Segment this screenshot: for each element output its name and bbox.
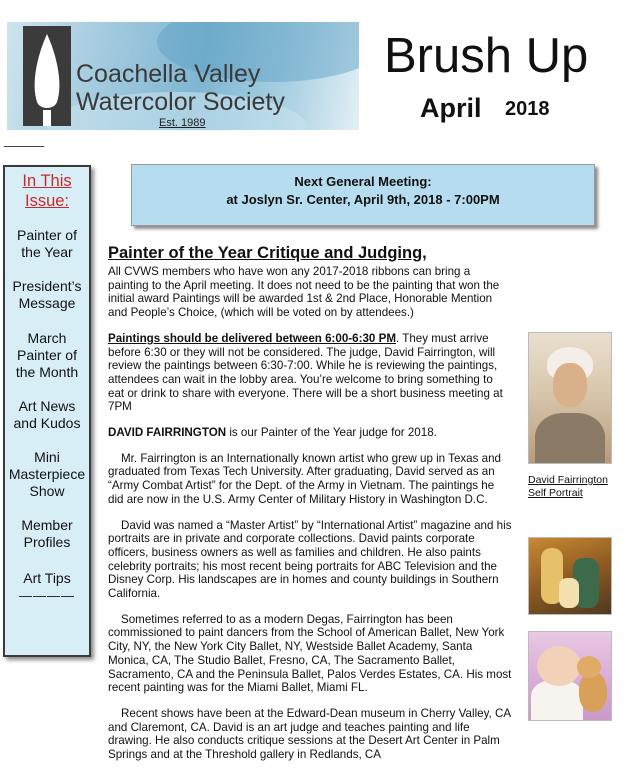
baby-with-bear-painting-image <box>528 631 612 721</box>
sidebar-heading[interactable]: In This Issue: <box>22 172 72 210</box>
newsletter-title: Brush Up <box>384 29 589 83</box>
sidebar-item-painter-of-the-year[interactable]: Painter of the Year <box>17 227 77 260</box>
self-portrait-image <box>528 332 612 464</box>
divider <box>4 146 44 147</box>
paintbrush-tip-icon <box>23 26 71 126</box>
article-paragraph: Mr. Fairrington is an Internationally known artist who grew up in Texas and graduated from Texas Tech University. After graduating, David served as an “Army Combat Artist” for the Dept. of the Army in Vietnam. The paintings he did are now in the U.S. Army Center of Military History in Washington D.C. <box>108 451 501 506</box>
article-paragraph: DAVID FAIRRINGTON is our Painter of the Year judge for 2018. <box>108 426 437 440</box>
sidebar-item-presidents-message[interactable]: President’s Message <box>12 278 82 311</box>
article-paragraph: Sometimes referred to as a modern Degas, Fairrington has been commissioned to paint dancers from the School of American Ballet, New York City, NY, the New York City Ballet, NY, Westside Ballet Academy, Santa Monica, CA, The Studio Ballet, Fresno, CA, The Sacramento Ballet, Sacramento, CA and the Peninsula Ballet, Palos Verdes Estates, CA. His most recent painting was for the Miami Ballet, Miami FL. <box>108 612 512 695</box>
delivery-time-emphasis: Paintings should be delivered between 6:00-6:30 PM <box>108 331 396 345</box>
meeting-details: at Joslyn Sr. Center, April 9th, 2018 - 7:00PM <box>226 192 500 207</box>
article-paragraph: David was named a “Master Artist” by “International Artist” magazine and his portraits are in private and corporate collections. David paints corporate officers, business owners as well as families and children. He also paints celebrity portraits; his most recent being portraits for ABC Television and the Disney Corp. His landscapes are in homes and county buildings in Southern California. <box>108 518 512 601</box>
established-date: Est. 1989 <box>159 117 206 129</box>
issue-month: April <box>420 93 482 123</box>
in-this-issue-sidebar <box>3 165 91 657</box>
next-meeting-box <box>131 164 595 226</box>
sidebar-item-mini-masterpiece[interactable]: Mini Masterpiece Show <box>8 449 86 499</box>
article-paragraph: Recent shows have been at the Edward-Dean museum in Cherry Valley, CA and Claremont, CA. David is an art judge and teaches painting and life drawing. He also conducts critique sessions at the Desert Art Center in Palm Springs and at the Threshold gallery in Redlands, CA <box>108 706 511 762</box>
article <box>108 244 512 774</box>
military-painting-image <box>528 537 612 615</box>
sidebar-dashes: ———— <box>19 588 75 603</box>
org-name-line1: Coachella Valley <box>76 60 261 88</box>
org-name-line2: Watercolor Society <box>76 88 285 116</box>
sidebar-item-march-painter[interactable]: March Painter of the Month <box>15 330 79 380</box>
article-heading: Painter of the Year Critique and Judging, <box>108 244 427 262</box>
article-paragraph: Paintings should be delivered between 6:00-6:30 PM. They must arrive before 6:30 or they will not be considered. The judge, David Fairrington, will review the paintings between 6:30-7:00. While he is reviewing the paintings, attendees can wait in the lobby area. You’re welcome to bring something to eat or drink to share with everyone. There will be a short business meeting at 7PM <box>108 331 503 414</box>
sidebar-item-member-profiles[interactable]: Member Profiles <box>21 517 73 550</box>
issue-year: 2018 <box>505 98 550 120</box>
meeting-heading: Next General Meeting: <box>294 174 432 189</box>
portrait-caption: David Fairrington Self Portrait <box>528 474 608 499</box>
header-banner <box>7 22 359 130</box>
article-paragraph: All CVWS members who have won any 2017-2018 ribbons can bring a painting to the April meeting. It does not need to be the painting that won the initial award Paintings will be awarded 1st & 2nd Place, Honorable Mention and People’s Choice, (which will be voted on by attendees.) <box>108 265 500 320</box>
sidebar-item-art-news[interactable]: Art News and Kudos <box>13 398 81 431</box>
judge-name: DAVID FAIRRINGTON <box>108 426 227 440</box>
sidebar-item-art-tips[interactable]: Art Tips <box>23 570 71 586</box>
